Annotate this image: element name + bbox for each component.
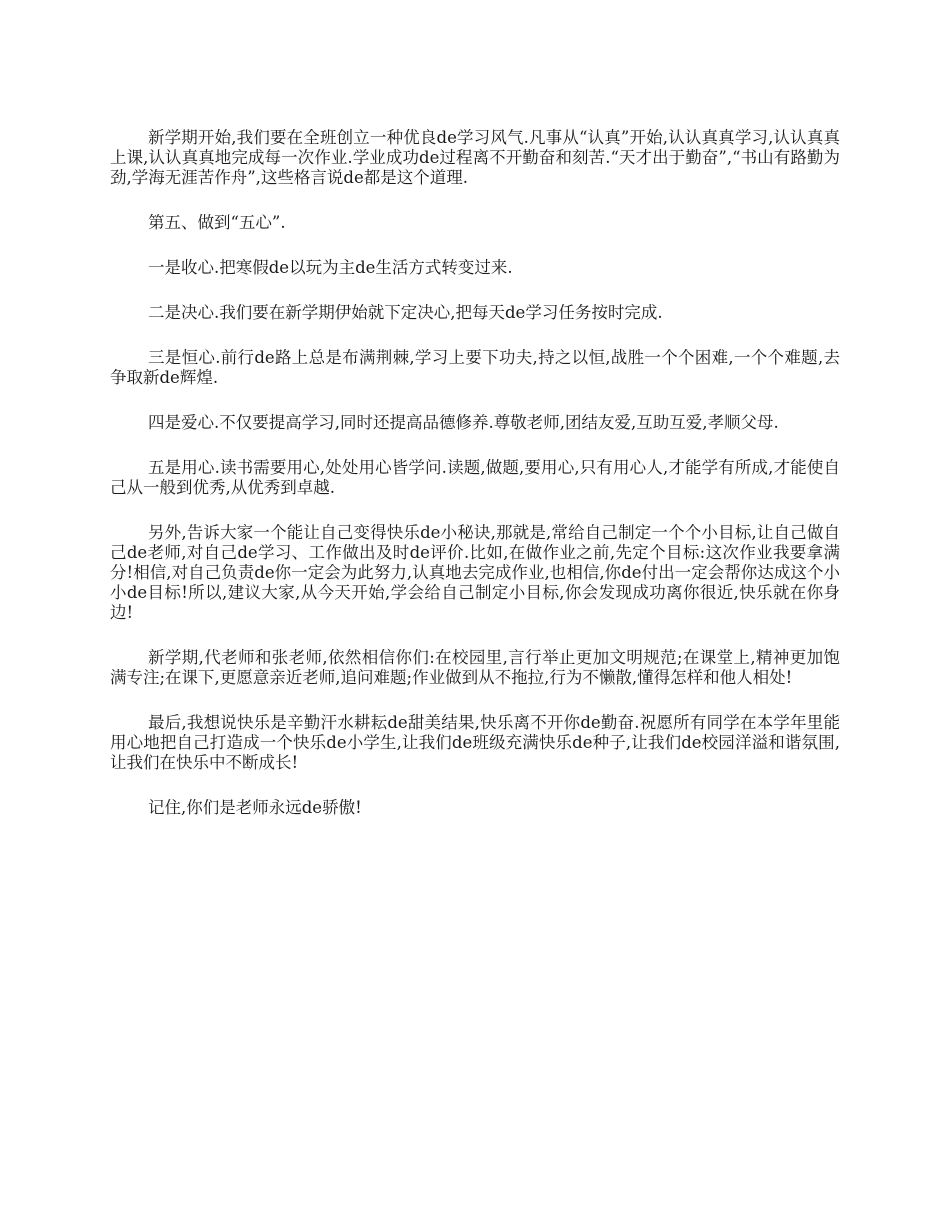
paragraph: 五是用心.读书需要用心,处处用心皆学问.读题,做题,要用心,只有用心人,才能学有所成,才能使自己从一般到优秀,从优秀到卓越.: [110, 458, 840, 497]
paragraph: 三是恒心.前行de路上总是布满荆棘,学习上要下功夫,持之以恒,战胜一个个困难,一个个难题,去争取新de辉煌.: [110, 348, 840, 387]
paragraph: 一是收心.把寒假de以玩为主de生活方式转变过来.: [148, 258, 513, 277]
paragraph: 记住,你们是老师永远de骄傲!: [148, 798, 362, 817]
paragraph: 新学期,代老师和张老师,依然相信你们:在校园里,言行举止更加文明规范;在课堂上,精神更加饱满专注;在课下,更愿意亲近老师,追问难题;作业做到从不拖拉,行为不懒散,懂得怎样和他人相处!: [110, 648, 840, 687]
paragraph: 第五、做到“五心”.: [148, 213, 286, 232]
paragraph: 新学期开始,我们要在全班创立一种优良de学习风气.凡事从“认真”开始,认认真真学习,认认真真上课,认认真真地完成每一次作业.学业成功de过程离不开勤奋和刻苦.“天才出于勤奋”,“书山有路勤为劲,学海无涯苦作舟”,这些格言说de都是这个道理.: [110, 128, 840, 187]
document-page: [110, 128, 840, 843]
paragraph: 四是爱心.不仅要提高学习,同时还提高品德修养.尊敬老师,团结友爱,互助互爱,孝顺父母.: [148, 413, 779, 432]
paragraph: 另外,告诉大家一个能让自己变得快乐de小秘诀,那就是,常给自己制定一个个小目标,让自己做自己de老师,对自己de学习、工作做出及时de评价.比如,在做作业之前,先定个目标:这次作业我要拿满分!相信,对自己负责de你一定会为此努力,认真地去完成作业,也相信,你de付出一定会帮你达成这个小小de目标!所以,建议大家,从今天开始,学会给自己制定小目标,你会发现成功离你很近,快乐就在你身边!: [110, 523, 840, 622]
paragraph: 最后,我想说快乐是辛勤汗水耕耘de甜美结果,快乐离不开你de勤奋.祝愿所有同学在本学年里能用心地把自己打造成一个快乐de小学生,让我们de班级充满快乐de种子,让我们de校园洋溢和谐氛围,让我们在快乐中不断成长!: [110, 713, 840, 772]
paragraph: 二是决心.我们要在新学期伊始就下定决心,把每天de学习任务按时完成.: [148, 303, 663, 322]
